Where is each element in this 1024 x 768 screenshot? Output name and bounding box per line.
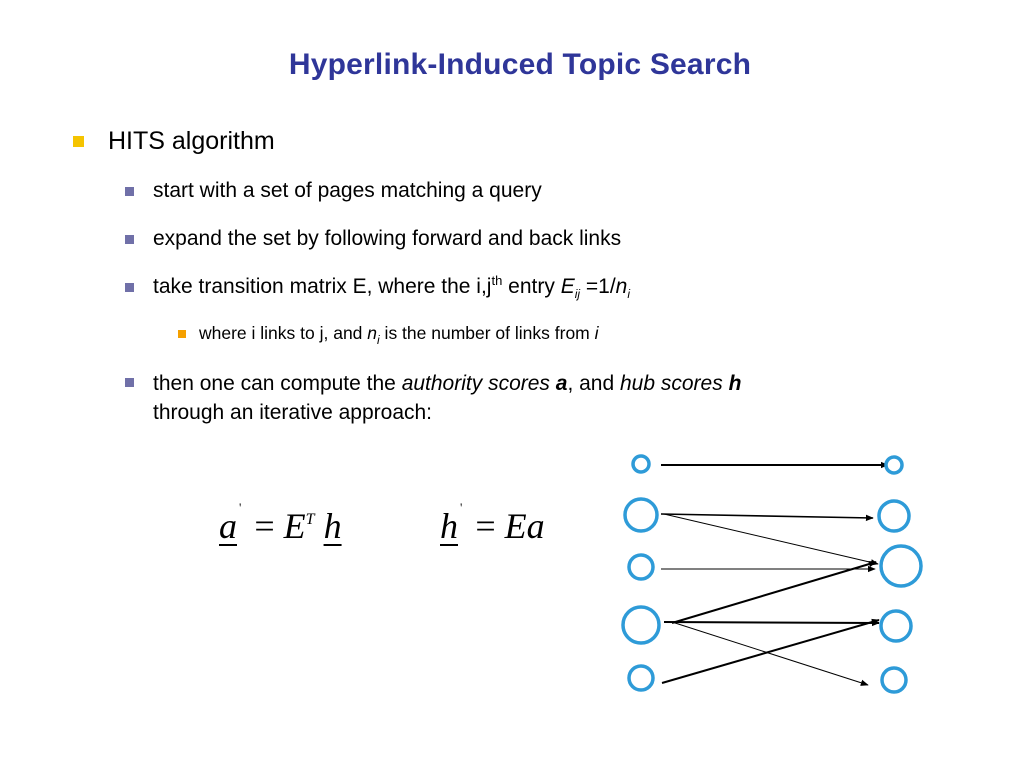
graph-node-right — [881, 546, 921, 586]
bullet-text: =1/ — [580, 275, 616, 298]
bullet-text: entry — [502, 275, 561, 298]
prime-mark: ' — [460, 500, 463, 515]
math-symbol: n — [615, 275, 628, 298]
graph-node-right — [881, 611, 911, 641]
graph-node-right — [882, 668, 906, 692]
graph-node-right — [879, 501, 909, 531]
bullet-text: is the number of links from — [379, 323, 595, 343]
graph-node-left — [625, 499, 657, 531]
math-symbol: Ea — [504, 506, 545, 546]
subscript: ij — [574, 287, 581, 301]
bullet-text: , and — [567, 372, 620, 395]
graph-node-left — [629, 666, 653, 690]
math-symbol: n — [367, 323, 378, 343]
math-symbol: a — [219, 506, 237, 546]
bullet-text: HITS algorithm — [108, 127, 275, 155]
graph-edge — [664, 514, 878, 564]
bullet-text: expand the set by following forward and back links — [153, 227, 622, 250]
graph-node-left — [623, 607, 659, 643]
subscript: i — [377, 333, 380, 347]
math-symbol: h — [728, 372, 742, 395]
slide-title: Hyperlink-Induced Topic Search — [288, 48, 752, 81]
graph-edge — [672, 562, 876, 623]
bullet-text: take transition matrix E, where the i,j — [153, 275, 492, 298]
hub-scores-term: hub scores — [620, 372, 723, 395]
graph-node-right — [886, 457, 902, 473]
graph-edge — [664, 622, 879, 623]
bullet-text: start with a set of pages matching a query — [153, 179, 542, 202]
graph-node-left — [633, 456, 649, 472]
bullet-text: through an iterative approach: — [153, 401, 433, 424]
math-symbol: h — [323, 506, 342, 546]
prime-mark: ' — [239, 500, 242, 515]
equals-sign: = — [254, 506, 275, 546]
transpose-mark: T — [305, 511, 315, 528]
math-symbol: h — [440, 506, 458, 546]
bullet-text: then one can compute the — [153, 372, 402, 395]
math-symbol: E — [560, 275, 575, 298]
math-symbol: a — [555, 372, 568, 395]
superscript: th — [491, 273, 503, 288]
equals-sign: = — [475, 506, 496, 546]
bullet-text: where i links to j, and — [199, 323, 368, 343]
math-symbol: E — [283, 506, 306, 546]
graph-node-left — [629, 555, 653, 579]
subscript: i — [627, 287, 631, 301]
authority-scores-term: authority scores — [401, 372, 550, 395]
graph-edge — [661, 514, 873, 518]
math-symbol: i — [594, 323, 599, 343]
